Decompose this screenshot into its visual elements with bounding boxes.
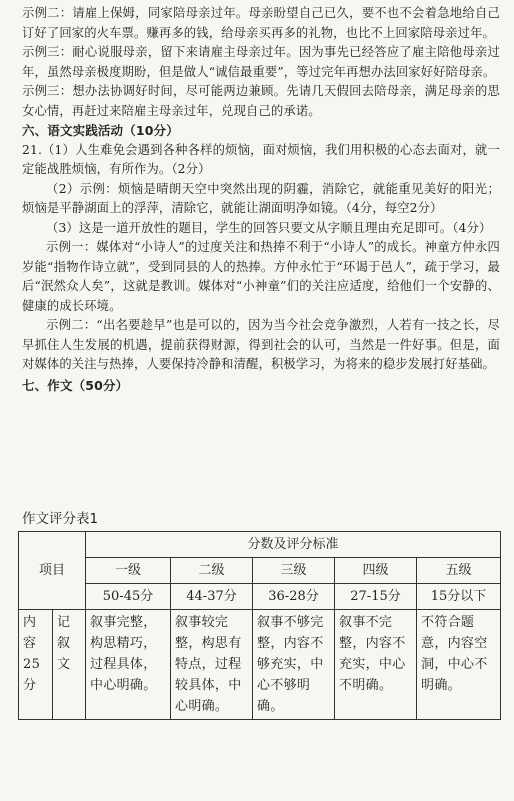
content-criteria-row: [19, 610, 501, 720]
paragraph-example-3a: 示例三：耐心说服母亲，留下来请雇主母亲过年。因为事先已经答应了雇主陪他母亲过年，虽然母亲极度期盼，但是做人“诚信最重要”，等过完年再想办法回家好好陪母亲。: [22, 45, 500, 79]
project-header: 项目: [19, 532, 86, 610]
paragraph-q21-1: 21.（1）人生难免会遇到各种各样的烦恼，面对烦恼，我们用积极的心态去面对，就一定能战胜烦恼，有所作为。（2分）: [22, 142, 500, 176]
paragraph-q21-2: （2）示例：烦恼是晴朗天空中突然出现的阴霾，消除它，就能重见美好的阳光；烦恼是平静湖面上的浮萍，清除它，就能让湖面明净如镜。（4分，每空2分）: [22, 181, 500, 215]
criteria-level-3: 叙事不够完整，内容不够充实，中心不够明确。: [253, 610, 335, 720]
section-heading-composition: 七、作文（50分）: [22, 377, 129, 393]
score-header: 分数及评分标准: [86, 532, 501, 558]
level-name: 三级: [253, 558, 335, 584]
level-range: 15分以下: [417, 584, 501, 610]
level-name: 一级: [86, 558, 171, 584]
section-heading-practice: 六、语文实践活动（10分）: [22, 123, 179, 138]
row-label-content: 内容25分: [19, 610, 53, 720]
criteria-level-5: 不符合题意，内容空洞，中心不明确。: [417, 610, 501, 720]
rubric-table: [18, 531, 501, 720]
level-range-row: [19, 584, 501, 610]
rubric-table-title: 作文评分表1: [22, 511, 99, 527]
level-range: 50-45分: [86, 584, 171, 610]
paragraph-q21-3: （3）这是一道开放性的题目，学生的回答只要文从字顺且理由充足即可。（4分）: [46, 220, 492, 235]
paragraph-example-2: 示例二：请雇上保姆，同家陪母亲过年。母亲盼望自己已久，要不也不会着急地给自己订好了回家的火车票。赚再多的钱，给母亲买再多的礼物，也比不上回家陪母亲过年。: [22, 6, 500, 40]
level-name: 二级: [171, 558, 253, 584]
level-range: 36-28分: [253, 584, 335, 610]
criteria-level-4: 叙事不完整，内容不充实，中心不明确。: [335, 610, 417, 720]
level-range: 27-15分: [335, 584, 417, 610]
level-name-row: [19, 558, 501, 584]
level-name: 五级: [417, 558, 501, 584]
paragraph-example-3b: 示例三：想办法协调好时间，尽可能两边兼顾。先请几天假回去陪母亲，满足母亲的思女心情，再赶过来陪雇主母亲过年，兑现自己的承诺。: [22, 84, 500, 118]
level-name: 四级: [335, 558, 417, 584]
criteria-level-2: 叙事较完整，构思有特点，过程较具体，中心明确。: [171, 610, 253, 720]
row-label-narrative: 记叙文: [53, 610, 86, 720]
paragraph-q21-example-1: 示例一：媒体对“小诗人”的过度关注和热捧不利于“小诗人”的成长。神童方仲永四岁能“指物作诗立就”，受到同县的人的热捧。方仲永忙于“环谒于邑人”，疏于学习，最后“泯然众人矣”，这就是教训。媒体对“小神童”们的关注应适度，给他们一个安静的、健康的成长环境。: [22, 240, 500, 313]
level-range: 44-37分: [171, 584, 253, 610]
criteria-level-1: 叙事完整，构思精巧，过程具体，中心明确。: [86, 610, 171, 720]
paragraph-q21-example-2: 示例二：“出名要趁早”也是可以的，因为当今社会竞争激烈，人若有一技之长，尽早抓住人生发展的机遇，提前获得财源，得到社会的认可，当然是一件好事。但是，面对媒体的关注与热捧，人要保持冷静和清醒，积极学习，为将来的稳步发展打好基础。: [22, 318, 500, 371]
answer-text-block: [22, 4, 500, 395]
rubric-header-row: [19, 532, 501, 558]
